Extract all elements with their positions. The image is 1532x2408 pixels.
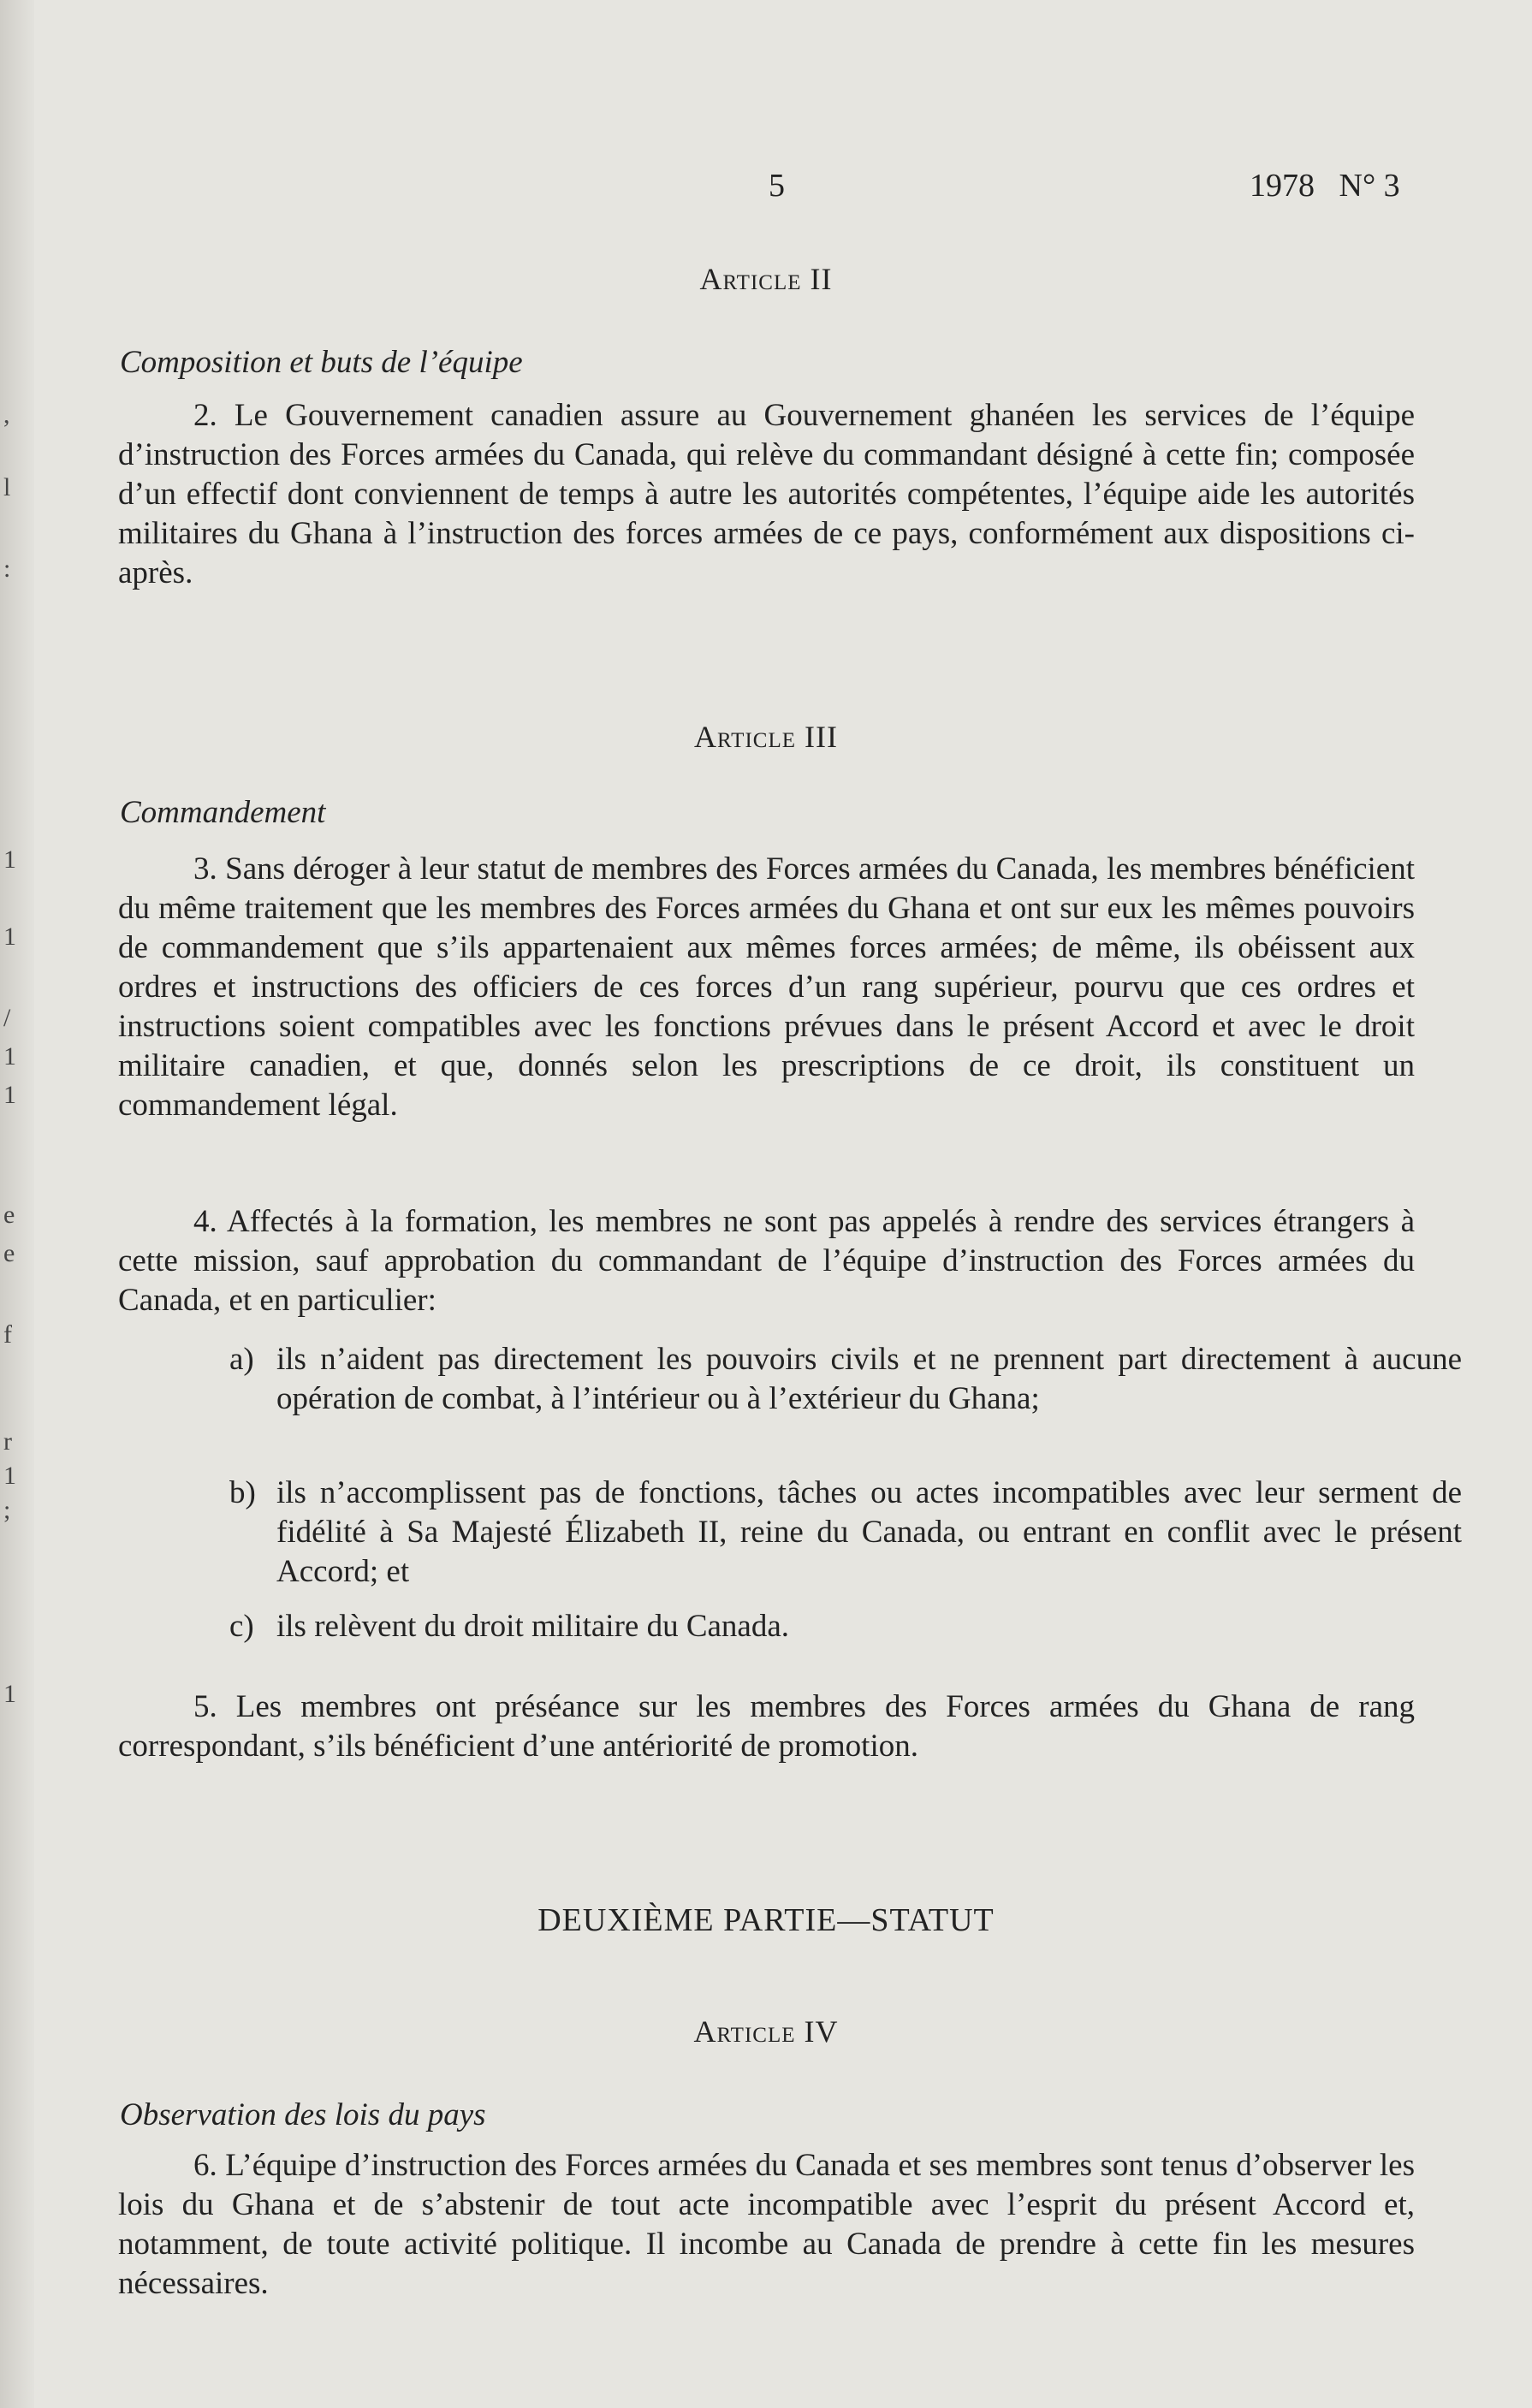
paragraph-4: 4. Affectés à la formation, les membres ne sont pas appelés à rendre des services étrangers à cette mission, sauf approbation du commandant de l’équipe d’instruction des Forces armées du Canada, et en particulier: <box>118 1204 1415 1318</box>
article-2-subhead: Composition et buts de l’équipe <box>120 345 523 380</box>
list-item-b <box>229 1474 1462 1592</box>
left-margin-bleed-marks: , l : 1 1 / 1 1 e e f r 1 ; 1 <box>3 400 16 1708</box>
page-number: 5 <box>769 168 785 204</box>
list-item-text: ils n’accomplissent pas de fonctions, tâches ou actes incompatibles avec leur serment de fidélité à Sa Majesté Élizabeth II, reine du Canada, ou entrant en conflit avec le présent Accord; et <box>276 1475 1462 1589</box>
paragraph-6: 6. L’équipe d’instruction des Forces armées du Canada et ses membres sont tenus d’observer les lois du Ghana et de s’abstenir de tout acte incompatible avec l’esprit du présent Accord et, notamment, de toute activité politique. Il incombe au Canada de prendre à cette fin les mesures nécessaires. <box>118 2148 1415 2301</box>
list-item-label: b) <box>229 1475 256 1510</box>
page-header <box>0 167 1532 218</box>
paragraph-3: 3. Sans déroger à leur statut de membres des Forces armées du Canada, les membres bénéficient du même traitement que les membres des Forces armées du Ghana et ont sur eux les mêmes pouvoirs de commandement que s’ils appartenaient aux mêmes forces armées; de même, ils obéissent aux ordres et instructions des officiers de ces forces d’un rang supérieur, pourvu que ces ordres et instructions soient compatibles avec les fonctions prévues dans le présent Accord et avec le droit militaire canadien, et que, donnés selon les prescriptions de ce droit, ils constituent un commandement légal. <box>118 851 1415 1123</box>
part-2-heading: DEUXIÈME PARTIE—STATUT <box>537 1902 995 1938</box>
article-2-heading: Article II <box>699 262 833 296</box>
article-3-subhead: Commandement <box>120 795 326 830</box>
list-item-a <box>229 1340 1462 1419</box>
paragraph-2: 2. Le Gouvernement canadien assure au Gouvernement ghanéen les services de l’équipe d’instruction des Forces armées du Canada, qui relève du commandant désigné à cette fin; composée d’un effectif dont conviennent de temps à autre les autorités compétentes, l’équipe aide les autorités militaires du Ghana à l’instruction des forces armées de ce pays, conformément aux dispositions ci-après. <box>118 398 1415 590</box>
list-item-label: a) <box>229 1342 254 1377</box>
article-4-heading: Article IV <box>693 2014 839 2049</box>
list-item-label: c) <box>229 1609 254 1644</box>
paragraph-5: 5. Les membres ont préséance sur les membres des Forces armées du Ghana de rang correspondant, s’ils bénéficient d’une antériorité de promotion. <box>118 1689 1415 1764</box>
list-item-c <box>229 1607 1462 1646</box>
list-item-text: ils n’aident pas directement les pouvoirs civils et ne prennent part directement à aucune opération de combat, à l’intérieur ou à l’extérieur du Ghana; <box>276 1342 1462 1416</box>
list-item-text: ils relèvent du droit militaire du Canada. <box>276 1609 790 1644</box>
article-3-heading: Article III <box>694 720 838 754</box>
article-4-subhead: Observation des lois du pays <box>120 2097 486 2132</box>
issue-label: 1978 N° 3 <box>1250 168 1400 204</box>
